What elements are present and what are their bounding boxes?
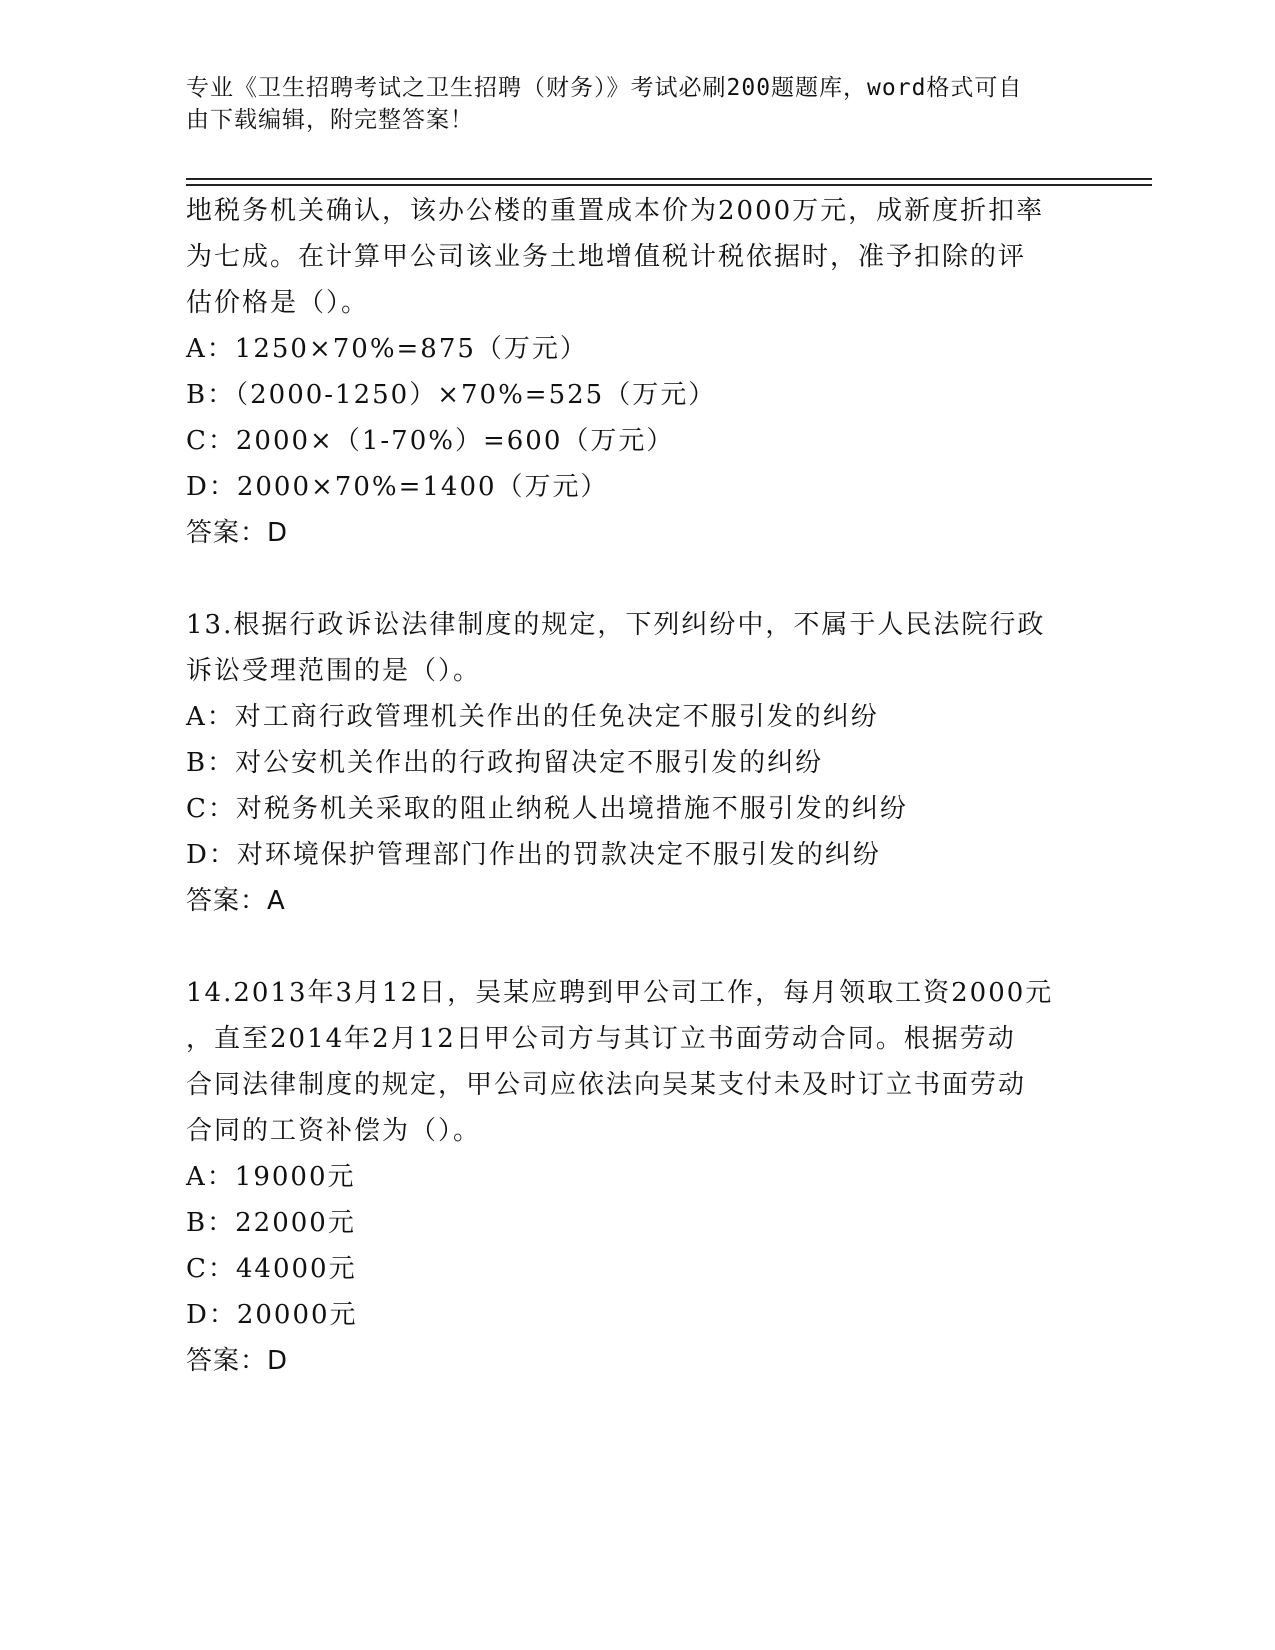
option-d: D：对环境保护管理部门作出的罚款决定不服引发的纠纷 bbox=[186, 840, 881, 870]
option-a: A：对工商行政管理机关作出的任免决定不服引发的纠纷 bbox=[186, 702, 879, 732]
question-text-line: 为七成。在计算甲公司该业务土地增值税计税依据时，准予扣除的评 bbox=[186, 242, 1027, 272]
option-a: A：1250×70%=875（万元） bbox=[186, 334, 588, 364]
question-text-line: 13.根据行政诉讼法律制度的规定，下列纠纷中，不属于人民法院行政 bbox=[186, 610, 1046, 640]
header-divider-top bbox=[186, 178, 1152, 180]
question-text-line: 合同法律制度的规定，甲公司应依法向吴某支付未及时订立书面劳动 bbox=[186, 1070, 1027, 1100]
question-text-line: 诉讼受理范围的是（）。 bbox=[186, 656, 482, 686]
spacer bbox=[186, 556, 1086, 602]
question-text-line: ，直至2014年2月12日甲公司方与其订立书面劳动合同。根据劳动 bbox=[186, 1024, 1016, 1054]
question-text-line: 地税务机关确认，该办公楼的重置成本价为2000万元，成新度折扣率 bbox=[186, 196, 1045, 226]
question-12 bbox=[186, 188, 1086, 556]
question-14 bbox=[186, 970, 1086, 1384]
option-c: C：2000×（1-70%）=600（万元） bbox=[186, 426, 675, 456]
question-text-line: 合同的工资补偿为（）。 bbox=[186, 1116, 482, 1146]
option-b: B：（2000-1250）×70%=525（万元） bbox=[186, 380, 717, 410]
document-header bbox=[186, 72, 1086, 136]
option-d: D：2000×70%=1400（万元） bbox=[186, 472, 609, 502]
header-line-1: 专业《卫生招聘考试之卫生招聘（财务）》考试必刷200题题库，word格式可自 bbox=[186, 75, 1023, 101]
answer-label: 答案：D bbox=[186, 1346, 289, 1376]
option-c: C：44000元 bbox=[186, 1254, 357, 1284]
option-a: A：19000元 bbox=[186, 1162, 356, 1192]
option-b: B：对公安机关作出的行政拘留决定不服引发的纠纷 bbox=[186, 748, 824, 778]
question-list bbox=[186, 188, 1086, 1384]
question-text-line: 14.2013年3月12日，吴某应聘到甲公司工作，每月领取工资2000元 bbox=[186, 978, 1054, 1008]
question-13 bbox=[186, 602, 1086, 924]
option-c: C：对税务机关采取的阻止纳税人出境措施不服引发的纠纷 bbox=[186, 794, 908, 824]
spacer bbox=[186, 924, 1086, 970]
option-b: B：22000元 bbox=[186, 1208, 356, 1238]
header-line-2: 由下载编辑，附完整答案！ bbox=[186, 107, 474, 133]
answer-label: 答案：A bbox=[186, 886, 286, 916]
question-text-line: 估价格是（）。 bbox=[186, 288, 370, 318]
answer-label: 答案：D bbox=[186, 518, 289, 548]
option-d: D：20000元 bbox=[186, 1300, 358, 1330]
header-divider-bottom bbox=[186, 184, 1152, 186]
